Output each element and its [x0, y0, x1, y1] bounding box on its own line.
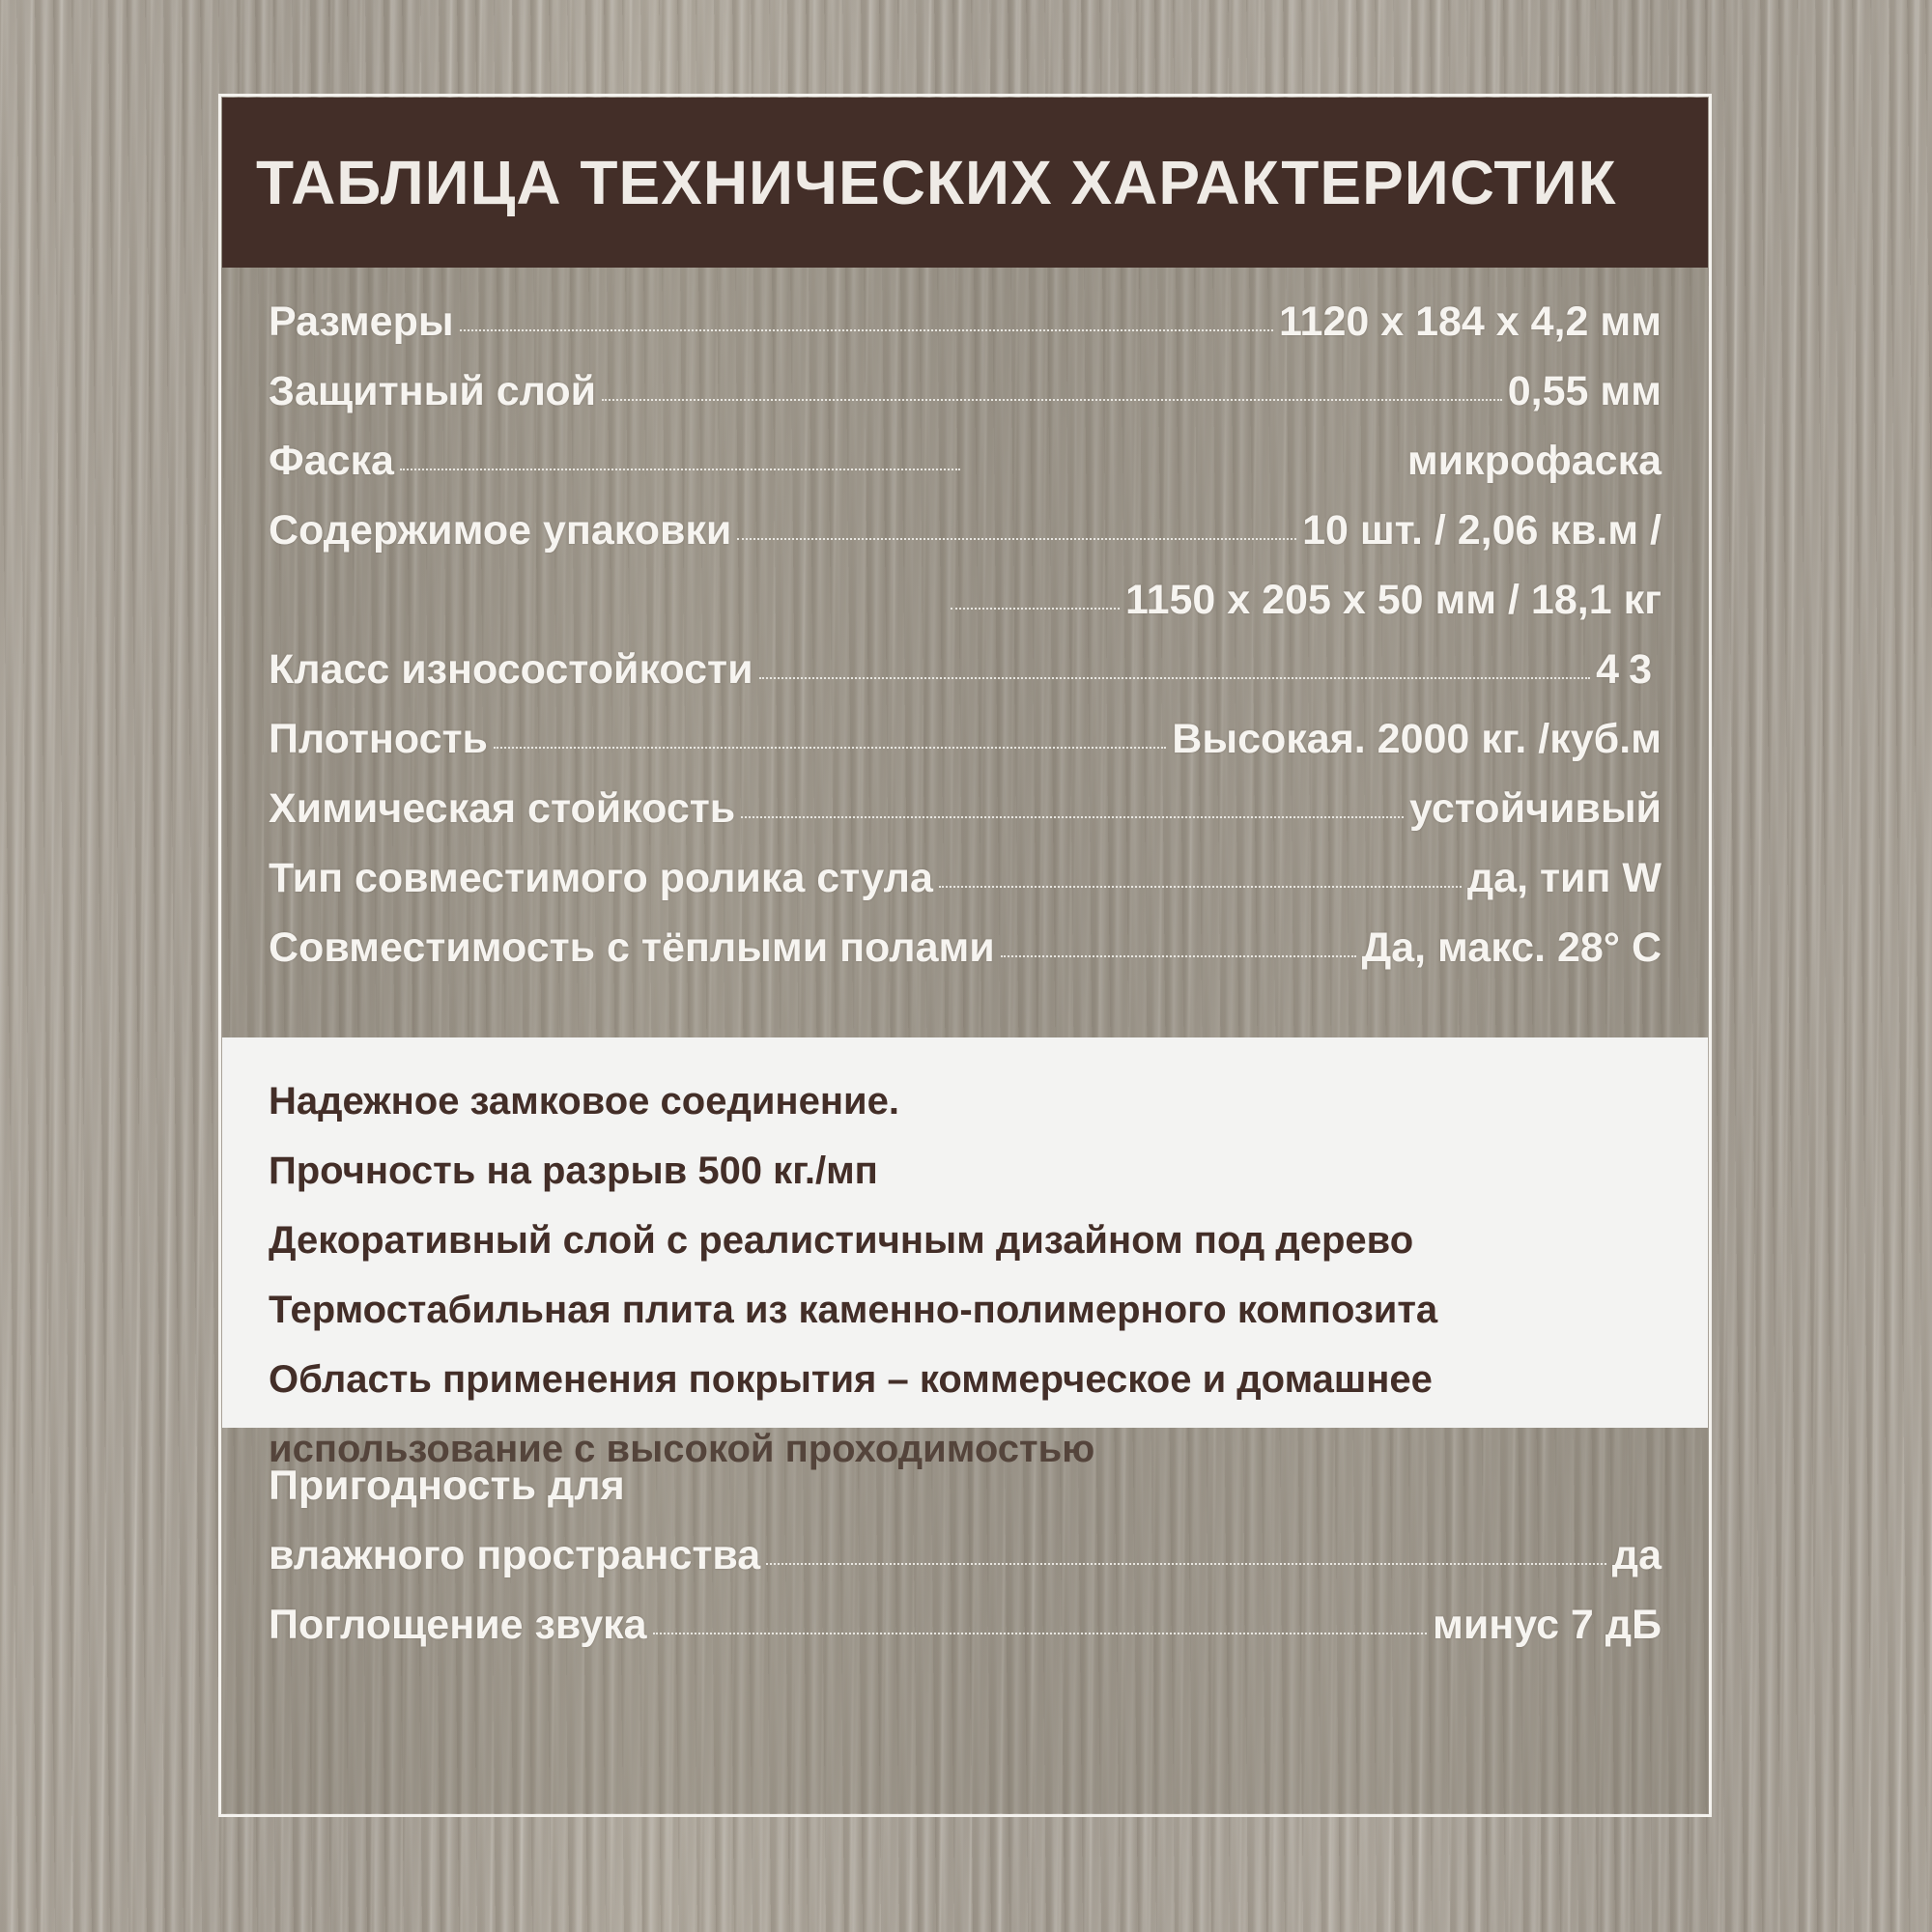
feature-item: Область применения покрытия – коммерческое и домашнее	[269, 1358, 1433, 1401]
spec-value: да, тип W	[1466, 855, 1662, 901]
dot-leader	[939, 886, 1462, 888]
spec-label: Поглощение звука	[269, 1602, 647, 1648]
spec-value: да	[1611, 1532, 1662, 1578]
spec-value: 43	[1596, 646, 1662, 693]
feature-item: Термостабильная плита из каменно-полимерного композита	[269, 1289, 1438, 1331]
feature-item: Прочность на разрыв 500 кг./мп	[269, 1150, 878, 1192]
spec-row-size	[269, 298, 1662, 368]
spec-value: микрофаска	[1406, 438, 1662, 484]
dot-leader	[737, 538, 1296, 540]
spec-label: Размеры	[269, 298, 454, 345]
title-bar	[222, 98, 1708, 268]
dot-leader	[460, 329, 1273, 331]
spec-label: Фаска	[269, 438, 394, 484]
spec-row-bevel	[269, 438, 1662, 507]
dot-leader	[766, 1563, 1606, 1565]
spec-label: влажного пространства	[269, 1532, 761, 1578]
spec-row-wear-class	[269, 646, 1662, 716]
features-section	[222, 1037, 1708, 1470]
spec-row-castor	[269, 855, 1662, 924]
spec-row-wear-layer	[269, 368, 1662, 438]
dot-leader	[494, 747, 1166, 749]
spec-row-moisture-label	[269, 1463, 1662, 1532]
spec-label: Химическая стойкость	[269, 785, 736, 832]
spec-value: Высокая. 2000 кг. /куб.м	[1172, 716, 1662, 762]
dot-leader	[400, 469, 960, 470]
spec-row-moisture	[269, 1532, 1662, 1602]
dot-leader	[653, 1633, 1427, 1634]
spec-value: устойчивый	[1409, 785, 1662, 832]
spec-sheet	[222, 98, 1708, 1813]
extra-spec-list	[269, 1463, 1662, 1671]
feature-item: Декоративный слой с реалистичным дизайном под дерево	[269, 1219, 1414, 1262]
spec-value: 0,55 мм	[1507, 368, 1662, 414]
dot-leader	[602, 399, 1502, 401]
spec-value: минус 7 дБ	[1433, 1602, 1662, 1648]
spec-section	[222, 268, 1708, 1037]
dot-leader	[1001, 955, 1356, 957]
spec-list	[269, 298, 1662, 994]
feature-list	[269, 1066, 1669, 1484]
spec-label: Совместимость с тёплыми полами	[269, 924, 995, 971]
spec-label: Защитный слой	[269, 368, 597, 414]
spec-label: Содержимое упаковки	[269, 507, 732, 554]
spec-value: 10 шт. / 2,06 кв.м /	[1302, 507, 1662, 554]
spec-label: Класс износостойкости	[269, 646, 753, 693]
spec-value: 1150 x 205 x 50 мм / 18,1 кг	[1125, 577, 1662, 623]
spec-value: 1120 x 184 x 4,2 мм	[1279, 298, 1662, 345]
spec-row-package-cont	[269, 577, 1662, 646]
extra-specs-section	[222, 1428, 1708, 1813]
feature-item: использование с высокой проходимостью	[269, 1428, 1095, 1470]
spec-row-package	[269, 507, 1662, 577]
spec-label: Пригодность для	[269, 1463, 625, 1509]
dot-leader	[741, 816, 1404, 818]
dot-leader	[951, 608, 1120, 610]
spec-row-underfloor-heating	[269, 924, 1662, 994]
spec-row-chemical	[269, 785, 1662, 855]
page-title: ТАБЛИЦА ТЕХНИЧЕСКИХ ХАРАКТЕРИСТИК	[256, 148, 1617, 217]
spec-label: Плотность	[269, 716, 488, 762]
spec-label: Тип совместимого ролика стула	[269, 855, 933, 901]
dot-leader	[759, 677, 1591, 679]
spec-row-sound	[269, 1602, 1662, 1671]
spec-row-density	[269, 716, 1662, 785]
spec-value: Да, макс. 28° С	[1361, 924, 1662, 971]
feature-item: Надежное замковое соединение.	[269, 1080, 899, 1122]
